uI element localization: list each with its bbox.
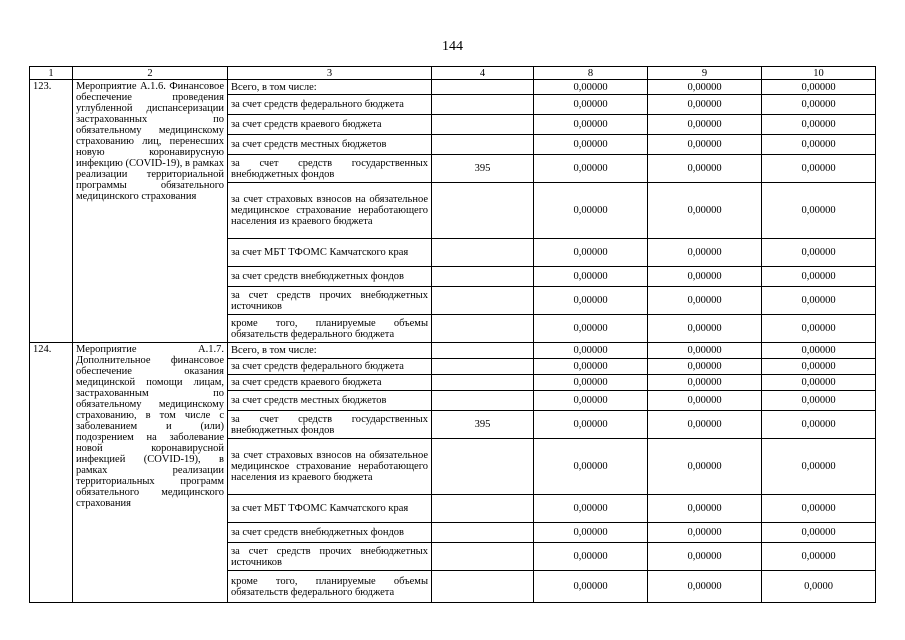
budget-code	[432, 80, 534, 95]
value-col-10: 0,00000	[762, 439, 876, 495]
value-col-10: 0,00000	[762, 239, 876, 267]
value-col-9: 0,00000	[648, 543, 762, 571]
value-col-9: 0,00000	[648, 439, 762, 495]
value-col-9: 0,00000	[648, 411, 762, 439]
event-name: Мероприятие А.1.7. Дополнительное финансовое обеспечение оказания медицинской помощи лицам, застрахованным по обязательному медицинскому страхованию, в том числе с заболеванием и (или) подозрением на заболевание новой коронавирусной инфекцией (COVID-19), в рамках реализации территориальных программ обязательного медицинского страхования	[73, 343, 228, 603]
value-col-9: 0,00000	[648, 115, 762, 135]
value-col-10: 0,00000	[762, 359, 876, 375]
funding-source: за счет средств прочих внебюджетных источников	[228, 287, 432, 315]
budget-code	[432, 375, 534, 391]
value-col-10: 0,00000	[762, 391, 876, 411]
value-col-9: 0,00000	[648, 315, 762, 343]
funding-source: Всего, в том числе:	[228, 80, 432, 95]
table-row	[30, 80, 876, 95]
column-header: 2	[73, 67, 228, 80]
budget-code	[432, 343, 534, 359]
funding-source: за счет страховых взносов на обязательное медицинское страхование неработающего населения из краевого бюджета	[228, 183, 432, 239]
value-col-8: 0,00000	[534, 571, 648, 603]
value-col-8: 0,00000	[534, 115, 648, 135]
value-col-9: 0,00000	[648, 135, 762, 155]
value-col-10: 0,00000	[762, 155, 876, 183]
value-col-8: 0,00000	[534, 155, 648, 183]
budget-code	[432, 183, 534, 239]
value-col-9: 0,00000	[648, 571, 762, 603]
value-col-8: 0,00000	[534, 375, 648, 391]
column-header: 9	[648, 67, 762, 80]
value-col-10: 0,00000	[762, 115, 876, 135]
value-col-9: 0,00000	[648, 155, 762, 183]
budget-code	[432, 523, 534, 543]
value-col-10: 0,00000	[762, 287, 876, 315]
funding-source: за счет средств внебюджетных фондов	[228, 267, 432, 287]
value-col-10: 0,00000	[762, 95, 876, 115]
value-col-8: 0,00000	[534, 135, 648, 155]
value-col-8: 0,00000	[534, 80, 648, 95]
value-col-9: 0,00000	[648, 375, 762, 391]
value-col-9: 0,00000	[648, 287, 762, 315]
value-col-8: 0,00000	[534, 359, 648, 375]
funding-source: за счет средств федерального бюджета	[228, 359, 432, 375]
value-col-10: 0,0000	[762, 571, 876, 603]
budget-code: 395	[432, 411, 534, 439]
funding-source: за счет МБТ ТФОМС Камчатского края	[228, 239, 432, 267]
budget-code	[432, 115, 534, 135]
budget-code: 395	[432, 155, 534, 183]
budget-code	[432, 391, 534, 411]
value-col-10: 0,00000	[762, 523, 876, 543]
funding-source: за счет средств внебюджетных фондов	[228, 523, 432, 543]
event-number: 123.	[30, 80, 73, 343]
funding-source: за счет средств местных бюджетов	[228, 135, 432, 155]
value-col-8: 0,00000	[534, 411, 648, 439]
value-col-10: 0,00000	[762, 267, 876, 287]
funding-source: за счет средств краевого бюджета	[228, 375, 432, 391]
column-header: 8	[534, 67, 648, 80]
value-col-9: 0,00000	[648, 343, 762, 359]
value-col-8: 0,00000	[534, 95, 648, 115]
value-col-8: 0,00000	[534, 183, 648, 239]
budget-code	[432, 135, 534, 155]
value-col-10: 0,00000	[762, 375, 876, 391]
funding-source: Всего, в том числе:	[228, 343, 432, 359]
value-col-9: 0,00000	[648, 267, 762, 287]
event-number: 124.	[30, 343, 73, 603]
column-header: 4	[432, 67, 534, 80]
budget-code	[432, 95, 534, 115]
value-col-9: 0,00000	[648, 391, 762, 411]
funding-source: за счет средств федерального бюджета	[228, 95, 432, 115]
funding-source: за счет средств государственных внебюджетных фондов	[228, 155, 432, 183]
value-col-10: 0,00000	[762, 135, 876, 155]
value-col-10: 0,00000	[762, 543, 876, 571]
budget-code	[432, 267, 534, 287]
value-col-10: 0,00000	[762, 343, 876, 359]
header-row	[30, 67, 876, 80]
value-col-9: 0,00000	[648, 523, 762, 543]
budget-table	[29, 66, 876, 603]
budget-code	[432, 571, 534, 603]
funding-source: за счет средств краевого бюджета	[228, 115, 432, 135]
page-number: 144	[442, 39, 463, 54]
budget-code	[432, 239, 534, 267]
budget-code	[432, 543, 534, 571]
value-col-8: 0,00000	[534, 239, 648, 267]
value-col-8: 0,00000	[534, 523, 648, 543]
funding-source: за счет средств местных бюджетов	[228, 391, 432, 411]
value-col-9: 0,00000	[648, 495, 762, 523]
budget-code	[432, 495, 534, 523]
value-col-10: 0,00000	[762, 315, 876, 343]
funding-source: кроме того, планируемые объемы обязательств федерального бюджета	[228, 315, 432, 343]
column-header: 10	[762, 67, 876, 80]
column-header: 3	[228, 67, 432, 80]
budget-code	[432, 287, 534, 315]
value-col-8: 0,00000	[534, 287, 648, 315]
value-col-9: 0,00000	[648, 95, 762, 115]
column-header: 1	[30, 67, 73, 80]
budget-code	[432, 359, 534, 375]
value-col-9: 0,00000	[648, 183, 762, 239]
value-col-8: 0,00000	[534, 315, 648, 343]
value-col-10: 0,00000	[762, 411, 876, 439]
value-col-8: 0,00000	[534, 543, 648, 571]
funding-source: кроме того, планируемые объемы обязательств федерального бюджета	[228, 571, 432, 603]
table-row	[30, 343, 876, 359]
value-col-8: 0,00000	[534, 343, 648, 359]
value-col-10: 0,00000	[762, 183, 876, 239]
value-col-9: 0,00000	[648, 359, 762, 375]
budget-code	[432, 439, 534, 495]
funding-source: за счет МБТ ТФОМС Камчатского края	[228, 495, 432, 523]
funding-source: за счет средств государственных внебюджетных фондов	[228, 411, 432, 439]
value-col-9: 0,00000	[648, 239, 762, 267]
funding-source: за счет страховых взносов на обязательное медицинское страхование неработающего населения из краевого бюджета	[228, 439, 432, 495]
value-col-8: 0,00000	[534, 439, 648, 495]
value-col-8: 0,00000	[534, 495, 648, 523]
event-name: Мероприятие А.1.6. Финансовое обеспечение проведения углубленной диспансеризации застрахованных по обязательному медицинскому страхованию лиц, перенесших новую коронавирусную инфекцию (COVID-19), в рамках реализации территориальной программы обязательного медицинского страхования	[73, 80, 228, 343]
funding-source: за счет средств прочих внебюджетных источников	[228, 543, 432, 571]
budget-code	[432, 315, 534, 343]
value-col-8: 0,00000	[534, 267, 648, 287]
value-col-10: 0,00000	[762, 495, 876, 523]
value-col-8: 0,00000	[534, 391, 648, 411]
value-col-9: 0,00000	[648, 80, 762, 95]
value-col-10: 0,00000	[762, 80, 876, 95]
